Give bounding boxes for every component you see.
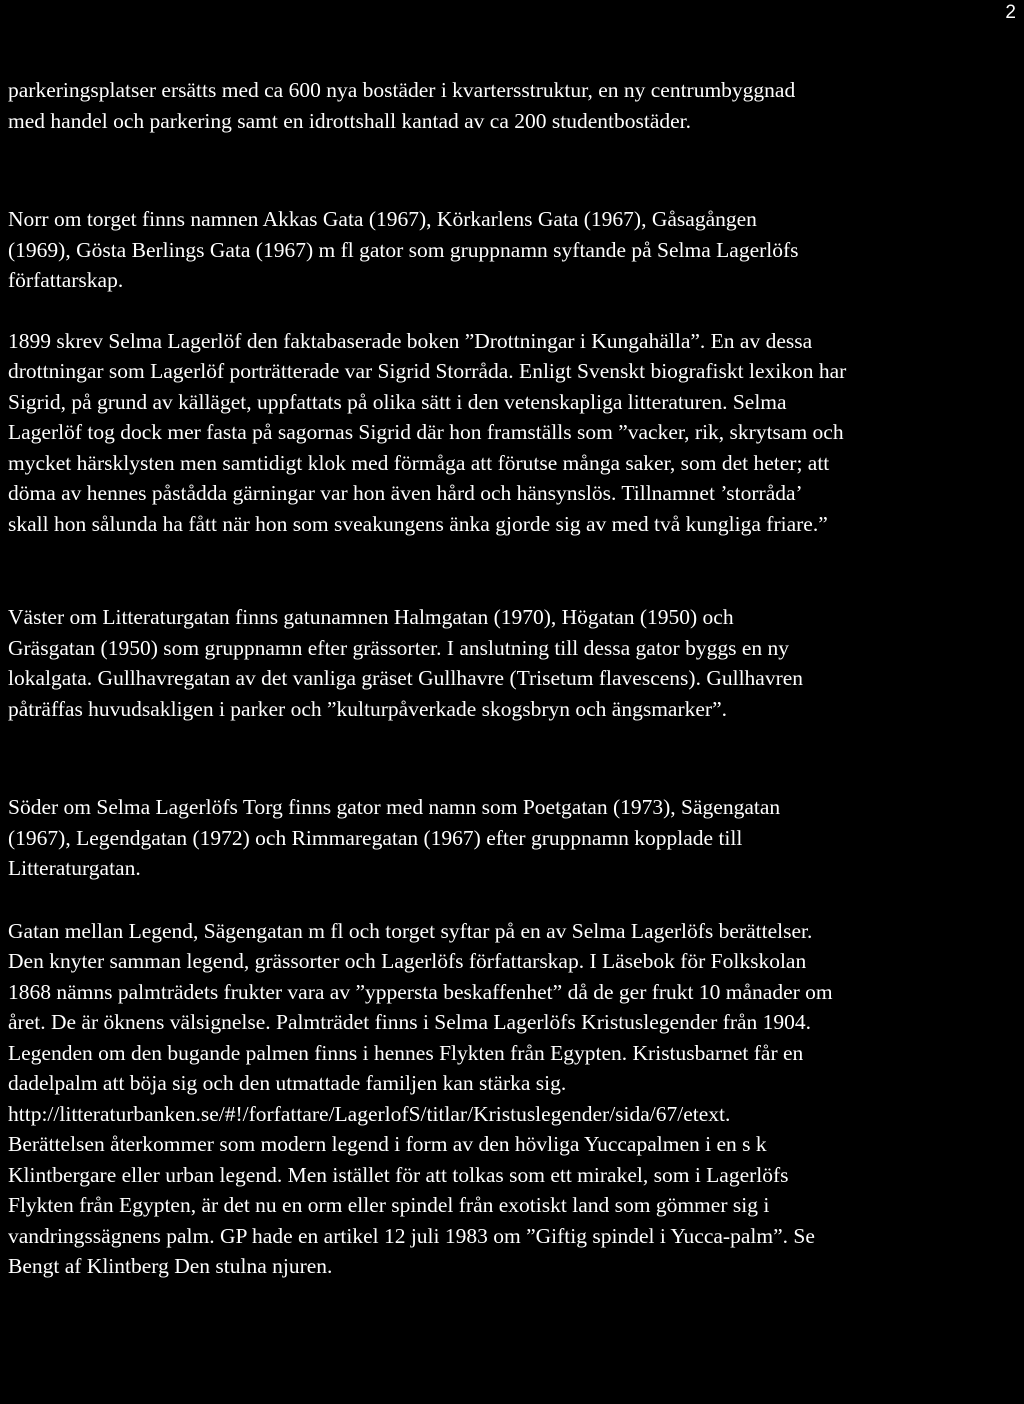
paragraph-legend xyxy=(8,916,1020,1282)
paragraph-north-of-square xyxy=(8,204,1020,296)
text-line: 1868 nämns palmträdets frukter vara av ”yppersta beskaffenhet” då de ger frukt 10 månader om xyxy=(8,979,833,1004)
text-line: året. De är öknens välsignelse. Palmträdet finns i Selma Lagerlöfs Kristuslegender från 1904. xyxy=(8,1010,812,1034)
url-text: http://litteraturbanken.se/#!/forfattare/LagerlofS/titlar/Kristuslegender/sida/67/etext. xyxy=(8,1101,731,1126)
text-line: parkeringsplatser ersätts med ca 600 nya bostäder i kvartersstruktur, en ny centrumbyggnad xyxy=(8,78,796,102)
document-body xyxy=(8,75,1020,1282)
text-line: påträffas huvudsakligen i parker och ”kulturpåverkade skogsbryn och ängsmarker”. xyxy=(8,696,728,721)
text-line: Bengt af Klintberg Den stulna njuren. xyxy=(8,1254,333,1278)
text-line: skall hon sålunda ha fått när hon som sveakungens änka gjorde sig av med två kungliga friare.” xyxy=(8,511,828,536)
text-line: lokalgata. Gullhavregatan av det vanliga gräset Gullhavre (Trisetum flavescens). Gullhavren xyxy=(8,666,804,690)
text-line: Gräsgatan (1950) som gruppnamn efter grässorter. I anslutning till dessa gator byggs en ny xyxy=(8,635,789,660)
text-line: författarskap. xyxy=(8,268,124,292)
text-line: Gatan mellan Legend, Sägengatan m fl och torget syftar på en av Selma Lagerlöfs berättelser. xyxy=(8,918,813,943)
paragraph-south-of-square xyxy=(8,792,1020,884)
paragraph-parking xyxy=(8,75,1020,136)
text-line: (1969), Gösta Berlings Gata (1967) m fl gator som gruppnamn syftande på Selma Lagerlöfs xyxy=(8,237,799,262)
text-line: mycket härsklysten men samtidigt klok med förmåga att förutse många saker, som det heter; att xyxy=(8,450,830,475)
text-line: Berättelsen återkommer som modern legend i form av den hövliga Yuccapalmen i en s k xyxy=(8,1132,767,1156)
paragraph-west-of-litteraturgatan xyxy=(8,602,1020,724)
text-line: Söder om Selma Lagerlöfs Torg finns gator med namn som Poetgatan (1973), Sägengatan xyxy=(8,795,781,819)
text-line: (1967), Legendgatan (1972) och Rimmaregatan (1967) efter gruppnamn kopplade till xyxy=(8,825,743,850)
text-line: vandringssägnens palm. GP hade en artikel 12 juli 1983 om ”Giftig spindel i Yucca-palm”. Se xyxy=(8,1223,815,1248)
paragraph-drottningar xyxy=(8,326,1020,540)
page-number: 2 xyxy=(1005,2,1016,23)
text-line: Sigrid, på grund av källäget, uppfattats på olika sätt i den vetenskapliga litteraturen. Selma xyxy=(8,389,787,414)
text-line: Flykten från Egypten, är det nu en orm eller spindel från exotiskt land som gömmer sig i xyxy=(8,1193,770,1217)
text-line: Den knyter samman legend, grässorter och Lagerlöfs författarskap. I Läsebok för Folkskolan xyxy=(8,949,807,973)
text-line: Klintbergare eller urban legend. Men istället för att tolkas som ett mirakel, som i Lagerlöfs xyxy=(8,1162,789,1187)
text-line: Väster om Litteraturgatan finns gatunamnen Halmgatan (1970), Högatan (1950) och xyxy=(8,605,734,629)
text-line: med handel och parkering samt en idrottshall kantad av ca 200 studentbostäder. xyxy=(8,108,692,133)
text-line: Lagerlöf tog dock mer fasta på sagornas Sigrid där hon framställs som ”vacker, rik, skrytsam och xyxy=(8,420,844,444)
text-line: drottningar som Lagerlöf porträtterade var Sigrid Storråda. Enligt Svenskt biografiskt lexikon har xyxy=(8,359,847,383)
text-line: Legenden om den bugande palmen finns i hennes Flykten från Egypten. Kristusbarnet får en xyxy=(8,1040,804,1065)
text-line: dadelpalm att böja sig och den utmattade familjen kan stärka sig. xyxy=(8,1071,567,1095)
text-line: Norr om torget finns namnen Akkas Gata (1967), Körkarlens Gata (1967), Gåsagången xyxy=(8,207,757,231)
text-line: 1899 skrev Selma Lagerlöf den faktabaserade boken ”Drottningar i Kungahälla”. En av dessa xyxy=(8,328,813,353)
text-line: Litteraturgatan. xyxy=(8,856,141,880)
text-line: döma av hennes påstådda gärningar var hon även hård och hänsynslös. Tillnamnet ’storråda’ xyxy=(8,481,803,505)
